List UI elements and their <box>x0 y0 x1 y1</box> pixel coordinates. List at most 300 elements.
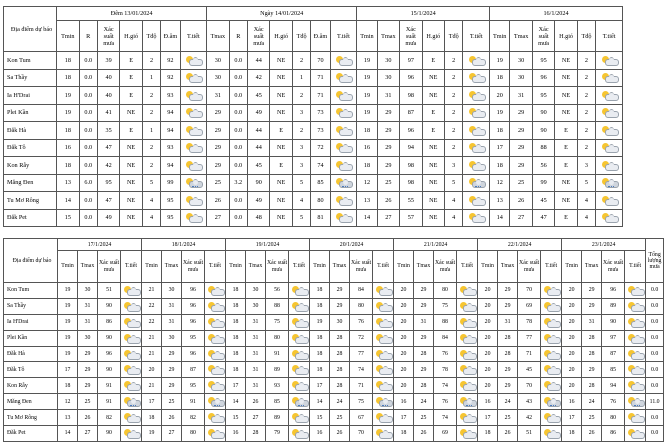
weather-cell <box>121 410 142 426</box>
location-header: Địa điểm dự báo <box>4 7 57 52</box>
table-cell: 42 <box>518 410 541 426</box>
table-cell: 28 <box>246 426 266 442</box>
location-name: Ia H'Drai <box>4 87 57 105</box>
table-cell: NE <box>555 52 577 70</box>
table-cell: 31 <box>162 298 182 314</box>
column-header: T.tiết <box>463 21 490 52</box>
weather-cell <box>121 362 142 378</box>
table-cell: 20 <box>478 330 498 346</box>
sun-behind-cloud-icon <box>543 429 560 438</box>
table-cell: 12 <box>490 174 510 192</box>
sun-behind-cloud-icon <box>291 429 308 438</box>
table-row <box>4 298 664 314</box>
table-cell: NE <box>422 87 444 105</box>
table-cell: 29 <box>498 298 518 314</box>
table-cell: 2 <box>445 52 463 70</box>
table-cell: 29 <box>582 362 602 378</box>
table-row <box>4 314 664 330</box>
table-cell: 31 <box>582 314 602 330</box>
weather-cell <box>373 314 394 330</box>
table-cell: 40 <box>97 87 119 105</box>
table-cell: 29 <box>414 330 434 346</box>
weather-cell <box>541 298 562 314</box>
table-cell: 26 <box>246 394 266 410</box>
table-cell: NE <box>422 157 444 175</box>
day-title: 21/1/2024 <box>394 239 478 251</box>
table-cell: 43 <box>518 394 541 410</box>
table-cell: 80 <box>602 410 625 426</box>
sun-behind-cloud-icon <box>459 365 476 374</box>
table-cell: 18 <box>226 330 246 346</box>
table-cell: 96 <box>602 283 625 299</box>
column-header: T.tiết <box>180 21 207 52</box>
table-cell: 17 <box>562 410 582 426</box>
day-title: 20/1/2024 <box>310 239 394 251</box>
weather-cell <box>457 346 478 362</box>
sun-behind-cloud-icon <box>207 413 224 422</box>
weather-cell <box>121 394 142 410</box>
weather-cell <box>457 394 478 410</box>
table-cell: 24 <box>414 394 434 410</box>
sun-behind-cloud-icon <box>335 108 352 117</box>
weather-cell <box>596 122 623 140</box>
weather-cell <box>373 426 394 442</box>
sun-behind-cloud-icon <box>468 143 485 152</box>
table-cell: 21 <box>142 330 162 346</box>
sun-behind-cloud-icon <box>291 413 308 422</box>
weather-cell <box>541 394 562 410</box>
sun-behind-cloud-icon <box>627 365 644 374</box>
sun-behind-cloud-icon <box>291 286 308 295</box>
table-cell: NE <box>120 192 142 210</box>
table-cell: 16 <box>226 426 246 442</box>
table-cell: 86 <box>98 314 121 330</box>
location-name: Kon Rẫy <box>4 157 57 175</box>
table-cell: 28 <box>414 346 434 362</box>
weather-cell <box>373 298 394 314</box>
table-cell: 44 <box>247 52 269 70</box>
weather-cell <box>180 87 207 105</box>
sun-behind-cloud-icon <box>627 429 644 438</box>
table-cell: 26 <box>377 192 399 210</box>
weather-cell <box>541 346 562 362</box>
weather-cell <box>457 362 478 378</box>
table-cell: NE <box>555 174 577 192</box>
table-row <box>4 174 623 192</box>
sun-behind-cloud-icon <box>123 286 140 295</box>
table-cell: 99 <box>532 174 554 192</box>
table-cell: 95 <box>182 330 205 346</box>
table-cell: 4 <box>445 192 463 210</box>
table-row <box>4 209 623 227</box>
total-rain-cell: 0.0 <box>646 283 664 299</box>
location-name: Ia H'Drai <box>4 314 58 330</box>
table-cell: 24 <box>498 394 518 410</box>
table-cell: 2 <box>142 104 160 122</box>
weather-cell <box>541 314 562 330</box>
location-name: Sa Thầy <box>4 298 58 314</box>
table-cell: 17 <box>310 378 330 394</box>
table-cell: 2 <box>445 104 463 122</box>
location-name: Kon Tum <box>4 283 58 299</box>
table-cell: 2 <box>445 69 463 87</box>
column-header: Đ.âm <box>161 21 180 52</box>
table-cell: 2 <box>577 104 595 122</box>
column-header: Tmax <box>414 251 434 283</box>
table-cell: E <box>555 122 577 140</box>
column-header: R <box>79 21 97 52</box>
column-header: Tmin <box>142 251 162 283</box>
weather-cell <box>180 69 207 87</box>
table-cell: 25 <box>162 394 182 410</box>
weather-cell <box>373 410 394 426</box>
sun-behind-cloud-icon <box>207 286 224 295</box>
column-header: H.gió <box>270 21 292 52</box>
table-cell: 19 <box>58 314 78 330</box>
table-cell: 3 <box>577 157 595 175</box>
table-cell: 31 <box>246 330 266 346</box>
table-cell: 78 <box>518 314 541 330</box>
total-rain-cell: 0.0 <box>646 330 664 346</box>
sun-behind-cloud-icon <box>291 318 308 327</box>
total-rain-cell: 11.0 <box>646 394 664 410</box>
table-cell: 5 <box>292 209 310 227</box>
table-cell: 31 <box>162 314 182 330</box>
column-header: Tmin <box>310 251 330 283</box>
table-cell: 19 <box>357 69 377 87</box>
table-cell: NE <box>120 209 142 227</box>
location-name: Kon Rẫy <box>4 378 58 394</box>
table-cell: 18 <box>57 157 79 175</box>
table-cell: 47 <box>97 192 119 210</box>
table-cell: 85 <box>311 174 330 192</box>
table-cell: NE <box>422 209 444 227</box>
total-rain-cell: 0.0 <box>646 298 664 314</box>
location-name: Đăk Tô <box>4 139 57 157</box>
table-cell: 91 <box>98 394 121 410</box>
table-cell: NE <box>120 157 142 175</box>
table-cell: 45 <box>247 87 269 105</box>
table-cell: 76 <box>350 314 373 330</box>
table-cell: E <box>120 69 142 87</box>
table-cell: 25 <box>510 174 532 192</box>
table-cell: 72 <box>350 330 373 346</box>
weather-cell <box>121 378 142 394</box>
table-cell: 0.0 <box>79 104 97 122</box>
weather-cell <box>463 192 490 210</box>
total-rain-cell: 0.0 <box>646 314 664 330</box>
location-name: Tu Mơ Rông <box>4 192 57 210</box>
table-cell: 0.0 <box>229 122 247 140</box>
sun-behind-cloud-icon <box>543 318 560 327</box>
column-header: Tmax <box>207 21 229 52</box>
table-cell: 20 <box>394 314 414 330</box>
table-cell: 30 <box>330 314 350 330</box>
table-cell: 18 <box>57 122 79 140</box>
column-header: Tđộ <box>142 21 160 52</box>
table-cell: 3.2 <box>229 174 247 192</box>
table-cell: 87 <box>182 362 205 378</box>
sun-behind-cloud-icon <box>627 397 644 406</box>
weather-cell <box>596 174 623 192</box>
table-cell: 26 <box>330 426 350 442</box>
table-cell: 30 <box>78 330 98 346</box>
table-cell: 20 <box>478 314 498 330</box>
table-cell: 91 <box>182 394 205 410</box>
column-header: H.gió <box>422 21 444 52</box>
table-cell: 48 <box>247 209 269 227</box>
sun-behind-cloud-icon <box>627 302 644 311</box>
table-cell: 35 <box>97 122 119 140</box>
sun-behind-cloud-icon <box>335 213 352 222</box>
table-cell: 29 <box>78 346 98 362</box>
table-cell: 2 <box>292 87 310 105</box>
table-cell: 18 <box>226 362 246 378</box>
table-cell: 20 <box>394 298 414 314</box>
sun-behind-cloud-icon <box>601 126 618 135</box>
sun-behind-cloud-icon <box>627 413 644 422</box>
sun-behind-cloud-icon <box>459 397 476 406</box>
weather-cell <box>289 283 310 299</box>
table-cell: 18 <box>310 346 330 362</box>
table-cell: 16 <box>478 394 498 410</box>
table-cell: 49 <box>247 192 269 210</box>
table-cell: 26 <box>498 426 518 442</box>
column-header: Xác suất mưa <box>247 21 269 52</box>
column-header: Xác suất mưa <box>518 251 541 283</box>
table-cell: 70 <box>518 378 541 394</box>
weather-cell <box>625 410 646 426</box>
table-cell: 18 <box>478 426 498 442</box>
sun-behind-cloud-icon <box>375 302 392 311</box>
sun-behind-cloud-icon <box>123 350 140 359</box>
table-cell: 2 <box>445 87 463 105</box>
table-cell: 97 <box>400 52 422 70</box>
weather-cell <box>457 426 478 442</box>
table-cell: 94 <box>400 139 422 157</box>
table-cell: 2 <box>292 122 310 140</box>
weather-cell <box>596 52 623 70</box>
table-cell: 31 <box>78 298 98 314</box>
table-cell: 79 <box>266 426 289 442</box>
table-cell: 5 <box>445 174 463 192</box>
sun-behind-cloud-icon <box>335 178 352 187</box>
column-header: Tmax <box>78 251 98 283</box>
table-cell: 42 <box>247 69 269 87</box>
table-cell: E <box>120 52 142 70</box>
sun-behind-cloud-icon <box>468 213 485 222</box>
table-cell: 89 <box>266 362 289 378</box>
sun-behind-cloud-icon <box>543 350 560 359</box>
column-header: Xác suất mưa <box>602 251 625 283</box>
table-cell: 19 <box>58 346 78 362</box>
column-header: Xác suất mưa <box>400 21 422 52</box>
column-header: Xác suất mưa <box>266 251 289 283</box>
location-name: Đăk Pet <box>4 209 57 227</box>
table-cell: 4 <box>577 209 595 227</box>
weather-cell <box>457 330 478 346</box>
sun-behind-cloud-icon <box>543 381 560 390</box>
column-header: Xác suất mưa <box>532 21 554 52</box>
location-name: Đăk Hà <box>4 122 57 140</box>
table-cell: 77 <box>518 330 541 346</box>
table-cell: 28 <box>330 330 350 346</box>
sun-behind-cloud-icon <box>335 91 352 100</box>
column-header: Xác suất mưa <box>98 251 121 283</box>
table-cell: 29 <box>330 298 350 314</box>
location-name: Tu Mơ Rông <box>4 410 58 426</box>
table-cell: 45 <box>518 362 541 378</box>
table-cell: 45 <box>247 157 269 175</box>
table-cell: 96 <box>400 69 422 87</box>
table-cell: 18 <box>310 298 330 314</box>
table-cell: 12 <box>58 394 78 410</box>
column-header: Tmax <box>582 251 602 283</box>
table-cell: 18 <box>394 426 414 442</box>
weather-cell <box>205 346 226 362</box>
table-cell: E <box>120 122 142 140</box>
sun-behind-cloud-icon <box>375 397 392 406</box>
table-cell: 27 <box>510 209 532 227</box>
column-header: Xác suất mưa <box>182 251 205 283</box>
column-header: T.tiết <box>330 21 357 52</box>
table-cell: 95 <box>97 174 119 192</box>
table-cell: 27 <box>78 426 98 442</box>
table-cell: 93 <box>161 139 180 157</box>
table-cell: 18 <box>57 52 79 70</box>
table-cell: 0.0 <box>79 157 97 175</box>
table-cell: 4 <box>292 192 310 210</box>
sun-behind-cloud-icon <box>185 161 202 170</box>
table-cell: 4 <box>142 192 160 210</box>
table-cell: 13 <box>357 192 377 210</box>
total-rain-cell: 0.0 <box>646 378 664 394</box>
column-header: Tmax <box>510 21 532 52</box>
table-cell: 20 <box>394 283 414 299</box>
table-cell: 0.0 <box>229 209 247 227</box>
sun-behind-cloud-icon <box>459 318 476 327</box>
table-cell: 29 <box>414 362 434 378</box>
table-cell: 28 <box>582 330 602 346</box>
table-cell: 29 <box>162 362 182 378</box>
table-cell: 15 <box>226 410 246 426</box>
table-cell: 5 <box>577 174 595 192</box>
table-cell: 18 <box>490 122 510 140</box>
table-cell: 29 <box>162 378 182 394</box>
table-cell: NE <box>270 69 292 87</box>
table-cell: 94 <box>161 122 180 140</box>
table-cell: 25 <box>498 410 518 426</box>
table-cell: 30 <box>377 69 399 87</box>
table-cell: 20 <box>562 283 582 299</box>
table-cell: 94 <box>161 104 180 122</box>
sun-behind-cloud-icon <box>207 397 224 406</box>
table-cell: 0.0 <box>79 209 97 227</box>
table-cell: 30 <box>162 283 182 299</box>
table-cell: 16 <box>357 139 377 157</box>
weather-cell <box>596 69 623 87</box>
table-cell: 14 <box>357 209 377 227</box>
weather-cell <box>625 298 646 314</box>
weather-cell <box>596 192 623 210</box>
table-cell: 74 <box>434 410 457 426</box>
column-header: Tmax <box>162 251 182 283</box>
table-cell: 31 <box>377 87 399 105</box>
table-cell: 26 <box>207 192 229 210</box>
sun-behind-cloud-icon <box>543 334 560 343</box>
table-cell: 30 <box>207 69 229 87</box>
table-cell: 71 <box>518 346 541 362</box>
weather-cell <box>289 394 310 410</box>
table-cell: 20 <box>478 298 498 314</box>
table-cell: 2 <box>142 52 160 70</box>
table-cell: 49 <box>97 209 119 227</box>
table-cell: 90 <box>98 362 121 378</box>
table-cell: 26 <box>162 410 182 426</box>
total-rain-cell: 0.0 <box>646 410 664 426</box>
table-cell: 0.0 <box>229 104 247 122</box>
sun-behind-cloud-icon <box>207 350 224 359</box>
table-cell: 18 <box>226 314 246 330</box>
table-cell: 20 <box>478 362 498 378</box>
table-cell: 56 <box>532 157 554 175</box>
table-cell: 90 <box>98 298 121 314</box>
sun-behind-cloud-icon <box>207 381 224 390</box>
total-rain-cell: 0.0 <box>646 426 664 442</box>
table-row <box>4 426 664 442</box>
column-header: T.tiết <box>457 251 478 283</box>
table-cell: 3 <box>292 139 310 157</box>
sun-behind-cloud-icon <box>468 126 485 135</box>
sun-behind-cloud-icon <box>627 381 644 390</box>
table-cell: 57 <box>400 209 422 227</box>
table-row <box>4 330 664 346</box>
sun-behind-cloud-icon <box>185 126 202 135</box>
weather-cell <box>463 69 490 87</box>
table-cell: 29 <box>78 378 98 394</box>
column-header: T.tiết <box>121 251 142 283</box>
table-cell: 20 <box>142 362 162 378</box>
table-cell: 76 <box>602 394 625 410</box>
sun-behind-cloud-icon <box>459 413 476 422</box>
table-cell: 82 <box>98 410 121 426</box>
table-cell: 15 <box>310 410 330 426</box>
weather-cell <box>625 283 646 299</box>
table-cell: 31 <box>246 378 266 394</box>
table-cell: 25 <box>582 410 602 426</box>
column-header: Đ.âm <box>311 21 330 52</box>
sun-behind-cloud-icon <box>601 161 618 170</box>
table-cell: NE <box>555 192 577 210</box>
table-cell: 19 <box>357 104 377 122</box>
table-cell: 77 <box>350 346 373 362</box>
table-cell: 27 <box>207 209 229 227</box>
table-cell: 2 <box>577 69 595 87</box>
table-cell: 90 <box>247 174 269 192</box>
column-header: T.tiết <box>625 251 646 283</box>
table-cell: 93 <box>266 378 289 394</box>
table-cell: E <box>422 52 444 70</box>
column-header: R <box>229 21 247 52</box>
weather-cell <box>289 362 310 378</box>
weather-cell <box>205 394 226 410</box>
table-cell: NE <box>422 192 444 210</box>
weather-cell <box>463 122 490 140</box>
weather-cell <box>180 139 207 157</box>
location-name: Plei Kần <box>4 330 58 346</box>
weather-cell <box>541 330 562 346</box>
table-cell: 96 <box>400 122 422 140</box>
